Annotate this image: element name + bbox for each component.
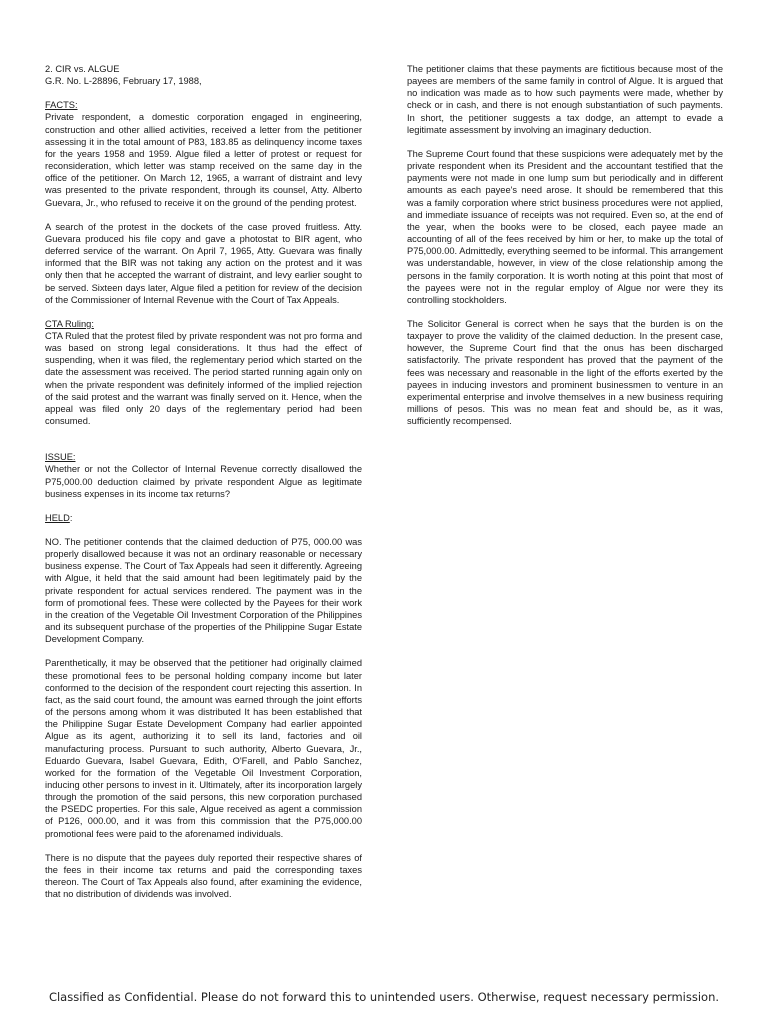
case-title: 2. CIR vs. ALGUE bbox=[45, 64, 120, 74]
held-heading bbox=[45, 512, 362, 524]
issue-paragraph: Whether or not the Collector of Internal Revenue correctly disallowed the P75,000.00 deduction claimed by private respondent Algue as legitimate business expenses in its income tax returns? bbox=[45, 464, 362, 499]
right-paragraph-1: The petitioner claims that these payments are fictitious because most of the payees are members of the same family in control of Algue. It is argued that no indication was made as to how such payments were made, whether by check or in cash, and there is not enough substantiation of such payments. In short, the petitioner suggests a tax dodge, an attempt to evade a legitimate assessment by involving an imaginary deduction. bbox=[407, 64, 723, 135]
facts-heading: FACTS: bbox=[45, 100, 78, 111]
issue-heading: ISSUE: bbox=[45, 452, 76, 463]
facts-paragraph-2: A search of the protest in the dockets of the case proved fruitless. Atty. Guevara produced his file copy and gave a photostat to BIR agent, who deferred service of the warrant. On April 7, 1965, Atty. Guevara was finally informed that the BIR was not taking any action on the protest and it was only then that he accepted the warrant of distraint, and levy earlier sought to be served. Sixteen days later, Algue filed a petition for review of the decision of the Commissioner of Internal Revenue with the Court of Tax Appeals. bbox=[45, 221, 362, 305]
held-paragraph-2: Parenthetically, it may be observed that the petitioner had originally claimed these promotional fees to be personal holding company income but later conformed to the decision of the respondent court rejecting this assertion. In fact, as the said court found, the amount was earned through the joint efforts of the persons among whom it was distributed It has been established that the Philippine Sugar Estate Development Company had earlier appointed Algue as its agent, authorizing it to sell its land, factories and oil manufacturing process. Pursuant to such authority, Alberto Guevara, Jr., Eduardo Guevara, Isabel Guevara, Edith, O'Farell, and Pablo Sanchez, worked for the formation of the Vegetable Oil Investment Corporation, inducing other persons to invest in it. Ultimately, after its incorporation largely through the promotion of the said persons, this new corporation purchased the PSEDC properties. For this sale, Algue received as agent a commission of P126, 000.00, and it was from this commission that the P75,000.00 promotional fees were paid to the aforenamed individuals. bbox=[45, 658, 362, 839]
left-column bbox=[45, 63, 362, 912]
held-paragraph-3: There is no dispute that the payees duly reported their respective shares of the fees in their income tax returns and paid the corresponding taxes thereon. The Court of Tax Appeals also found, after examining the evidence, that no distribution of dividends was involved. bbox=[45, 852, 362, 900]
cta-ruling-heading: CTA Ruling: bbox=[45, 318, 94, 329]
confidentiality-footer: Classified as Confidential. Please do not forward this to unintended users. Otherwise, request necessary permission. bbox=[48, 990, 720, 1004]
held-heading-colon: : bbox=[69, 512, 73, 523]
right-paragraph-3: The Solicitor General is correct when he says that the burden is on the taxpayer to prove the validity of the claimed deduction. In the present case, however, the Supreme Court find that the onus has been discharged satisfactorily. The private respondent has proved that the payment of the fees was necessary and reasonable in the light of the efforts exerted by the payees in inducing investors and prominent businessmen to venture in an experimental enterprise and involve themselves in a new business requiring millions of pesos. This was no mean feat and should be, as it was, sufficiently recompensed. bbox=[407, 318, 723, 427]
held-heading-text: HELD bbox=[45, 512, 70, 523]
right-column bbox=[407, 63, 723, 439]
facts-paragraph-1: Private respondent, a domestic corporation engaged in engineering, construction and other allied activities, received a letter from the petitioner assessing it in the total amount of P83, 183.85 as delinquency income taxes for the years 1958 and 1959. Algue filed a letter of protest or request for reconsideration, which letter was stamp received on the same day in the office of the petitioner. On March 12, 1965, a warrant of distraint and levy was presented to the private respondent, through its counsel, Atty. Alberto Guevara, Jr., who refused to receive it on the ground of the pending protest. bbox=[45, 112, 362, 208]
case-gr-number: G.R. No. L-28896, February 17, 1988, bbox=[45, 76, 202, 87]
cta-ruling-paragraph: CTA Ruled that the protest filed by private respondent was not pro forma and was based on strong legal considerations. It thus had the effect of suspending, when it was filed, the reglementary period which started on the date the assessment was received. The period started running again only on when the private respondent was definitely informed of the implied rejection of the said protest and the warrant was finally served on it. Hence, when the appeal was filed only 20 days of the reglementary period had been consumed. bbox=[45, 330, 362, 427]
held-paragraph-1: NO. The petitioner contends that the claimed deduction of P75, 000.00 was properly disallowed because it was not an ordinary reasonable or necessary business expense. The Court of Tax Appeals had seen it differently. Agreeing with Algue, it held that the said amount had been legitimately paid by the private respondent for actual services rendered. The payment was in the form of promotional fees. These were collected by the Payees for their work in the creation of the Vegetable Oil Investment Corporation of the Philippines and its subsequent purchase of the properties of the Philippine Sugar Estate Development Company. bbox=[45, 537, 362, 645]
right-paragraph-2: The Supreme Court found that these suspicions were adequately met by the private respondent when its President and the accountant testified that the payments were not made in one lump sum but periodically and in different amounts as each payee's need arose. It should be remembered that this was a family corporation where strict business procedures were not applied, and immediate issuance of receipts was not required. Even so, at the end of the year, when the books were to be closed, each payee made an accounting of all of the fees received by him or her, to make up the total of P75,000.00. Admittedly, everything seemed to be informal. This arrangement was understandable, however, in view of the close relationship among the persons in the family corporation. It is worth noting at this point that most of the payees were not in the regular employ of Algue nor were they its controlling stockholders. bbox=[407, 148, 723, 305]
